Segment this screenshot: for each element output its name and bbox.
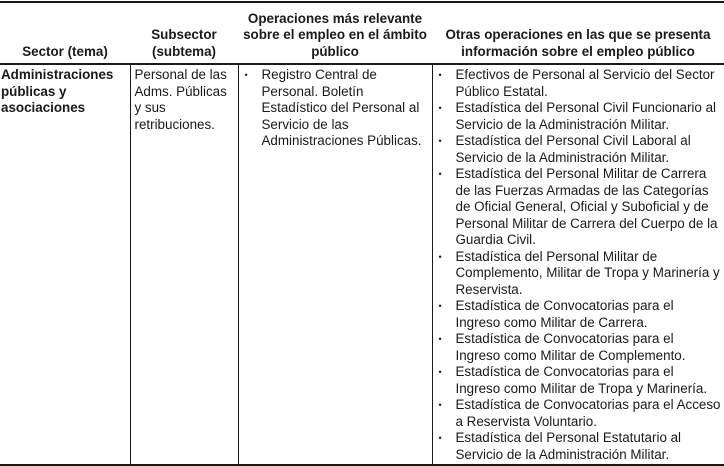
sector-cell: Administraciones públicas y asociaciones	[1, 67, 114, 115]
main-operations-cell	[238, 64, 432, 465]
list-item: • Estadística del Personal Militar de Complemento, Militar de Tropa y Marinería y Reservista.	[437, 249, 722, 299]
list-item: • Estadística del Personal Civil Laboral al Servicio de la Administración Militar.	[437, 133, 722, 166]
table-header	[0, 2, 724, 64]
table-row	[0, 64, 724, 465]
list-item: • Estadística de Convocatorias para el Acceso a Reservista Voluntario.	[437, 397, 722, 430]
header-sector: Sector (tema)	[22, 43, 108, 59]
employment-statistics-table	[0, 1, 724, 466]
subsector-cell: Personal de las Adms. Públicas y sus retribuciones.	[130, 64, 238, 465]
list-item: • Estadística de Convocatorias para el Ingreso como Militar de Carrera.	[437, 298, 722, 331]
list-item: • Estadística de Convocatorias para el Ingreso como Militar de Tropa y Marinería.	[437, 364, 722, 397]
list-item: • Efectivos de Personal al Servicio del Sector Público Estatal.	[437, 67, 722, 100]
list-item: • Estadística del Personal Militar de Carrera de las Fuerzas Armadas de las Categorías de Oficial General, Oficial y Suboficial y de Personal Militar de Carrera del Cuerpo de la Guardia Civil.	[437, 166, 722, 249]
header-subsector: Subsector (subtema)	[151, 27, 217, 59]
list-item: • Estadística del Personal Estatutario al Servicio de la Administración Militar.	[437, 430, 722, 463]
other-operations-cell	[432, 64, 724, 465]
list-item: • Registro Central de Personal. Boletín Estadístico del Personal al Servicio de las Administraciones Públicas.	[243, 67, 429, 150]
other-operations-list	[437, 67, 722, 463]
main-operations-list	[243, 67, 429, 150]
list-item: • Estadística de Convocatorias para el Ingreso como Militar de Complemento.	[437, 331, 722, 364]
header-other-operations: Otras operaciones en las que se presenta información sobre el empleo público	[445, 27, 711, 59]
list-item: • Estadística del Personal Civil Funcionario al Servicio de la Administración Militar.	[437, 100, 722, 133]
header-row	[0, 2, 724, 64]
header-main-operations: Operaciones más relevante sobre el empleo en el ámbito público	[243, 10, 427, 59]
table-body	[0, 64, 724, 465]
